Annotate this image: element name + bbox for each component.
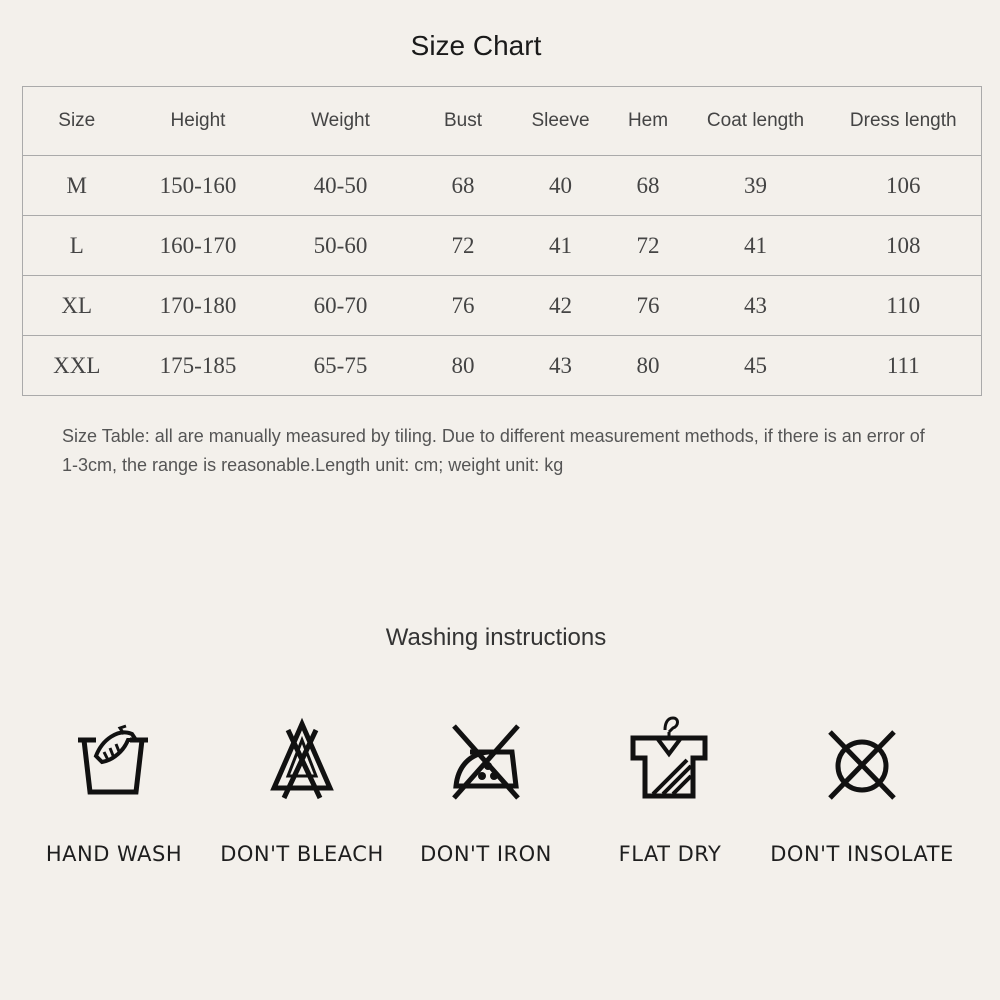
care-label: DON'T BLEACH (220, 842, 384, 866)
table-cell: 41 (511, 216, 611, 276)
table-cell: M (23, 156, 131, 216)
table-cell: 72 (611, 216, 686, 276)
table-cell: 76 (416, 276, 511, 336)
table-cell: 43 (686, 276, 826, 336)
table-row (23, 156, 982, 216)
dont-insolate-icon (822, 710, 902, 800)
care-item-hand-wash (14, 710, 214, 866)
table-cell: 106 (826, 156, 982, 216)
table-cell: 175-185 (131, 336, 266, 396)
table-cell: 150-160 (131, 156, 266, 216)
table-row (23, 276, 982, 336)
table-cell: 72 (416, 216, 511, 276)
care-item-dont-insolate (762, 710, 962, 866)
care-label: DON'T INSOLATE (770, 842, 954, 866)
table-cell: 41 (686, 216, 826, 276)
table-cell: 111 (826, 336, 982, 396)
size-table-note: Size Table: all are manually measured by tiling. Due to different measurement methods, if there is an error of 1-3cm, the range is reasonable.Length unit: cm; weight unit: kg (62, 426, 925, 475)
column-header: Dress length (826, 87, 982, 156)
column-header: Height (131, 87, 266, 156)
table-cell: 39 (686, 156, 826, 216)
column-header: Size (23, 87, 131, 156)
table-cell: 80 (416, 336, 511, 396)
table-row (23, 216, 982, 276)
table-cell: 50-60 (266, 216, 416, 276)
table-cell: 65-75 (266, 336, 416, 396)
table-cell: 80 (611, 336, 686, 396)
table-cell: 170-180 (131, 276, 266, 336)
dont-iron-icon (446, 710, 526, 800)
table-cell: 68 (416, 156, 511, 216)
size-chart-title: Size Chart (410, 30, 542, 61)
column-header: Hem (611, 87, 686, 156)
hand-wash-icon (74, 710, 154, 800)
washing-instructions-title: Washing instructions (385, 624, 607, 651)
table-cell: 45 (686, 336, 826, 396)
table-cell: 43 (511, 336, 611, 396)
table-cell: 108 (826, 216, 982, 276)
table-cell: 40-50 (266, 156, 416, 216)
care-item-dont-bleach (202, 710, 402, 866)
table-cell: XL (23, 276, 131, 336)
flat-dry-icon (625, 710, 715, 800)
care-label: HAND WASH (45, 842, 183, 866)
table-header-row (23, 87, 982, 156)
table-cell: L (23, 216, 131, 276)
care-label: DON'T IRON (420, 842, 552, 866)
table-cell: 160-170 (131, 216, 266, 276)
care-label: FLAT DRY (618, 842, 722, 866)
care-item-dont-iron (386, 710, 586, 866)
size-table (22, 86, 982, 396)
column-header: Sleeve (511, 87, 611, 156)
table-cell: 42 (511, 276, 611, 336)
table-cell: XXL (23, 336, 131, 396)
column-header: Coat length (686, 87, 826, 156)
table-cell: 76 (611, 276, 686, 336)
column-header: Weight (266, 87, 416, 156)
column-header: Bust (416, 87, 511, 156)
table-cell: 60-70 (266, 276, 416, 336)
dont-bleach-icon (262, 710, 342, 800)
table-cell: 40 (511, 156, 611, 216)
care-item-flat-dry (570, 710, 770, 866)
table-row (23, 336, 982, 396)
table-cell: 110 (826, 276, 982, 336)
table-cell: 68 (611, 156, 686, 216)
